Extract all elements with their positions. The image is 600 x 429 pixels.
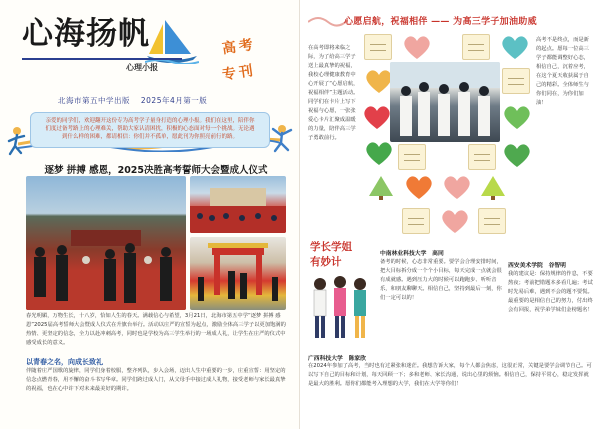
students-illustration <box>308 272 376 344</box>
wish-card-note <box>398 144 426 170</box>
senior-a-name: 中南林业科技大学 高同 <box>380 251 444 257</box>
wish-activity-intro: 在高考即将来临之际，为了给高三学子送上最真挚的祝福，我校心理健康教育中心开展了“心愿启航，祝福相伴”主题活动。同学们在卡片上写下祝福与心愿，一张张爱心卡片汇聚成温暖的力量，陪伴高三学子勇敢前行。 <box>308 45 359 141</box>
tree-card-icon <box>478 174 508 200</box>
senior-advice-title: 学长学姐有妙计 <box>310 241 352 268</box>
masthead-underline <box>22 58 182 60</box>
intro-banner: 亲爱的同学们，欢迎翻开这份专为高考学子量身打造的心理小报。我们在这里，陪伴你们度过备考路上的心理难关，帮助大家认清困扰，积极的心态面对每一个挑战。无论遇到什么样的困难，都请相信：你们并不孤单，愿此刊为你照亮前行的路。 <box>30 112 270 148</box>
heart-card-icon <box>404 174 434 200</box>
special-tag-line-1: 高考 <box>221 36 257 58</box>
heart-card-icon <box>502 104 532 130</box>
wish-card-note <box>462 34 490 60</box>
students-photo <box>390 62 500 142</box>
jumping-figure-icon <box>268 124 294 154</box>
ceremony-paragraph: 春光明媚，万物生长，十八岁，恰如人生的春天。满载信心与希望，3月21日，北海市第五中学“逐梦 拼搏 感恩”2025届高考誓师大会暨成人仪式在升旗台举行。活动以庄严的宣誓为起点，激励全体高三学子以更加饱满的热情、更坚定的信念，全力以赴冲刺高考，同时也是学校为高三学生举行的一场成人礼，让学生在庄严的仪式中感受成长的意义。 <box>26 313 286 346</box>
stage-photo <box>190 176 286 233</box>
tree-card-icon <box>366 174 396 200</box>
masthead-title: 心海扬帆 <box>22 16 150 52</box>
article-title: 逐梦 拼搏 感恩，2025决胜高考誓师大会暨成人仪式 <box>44 165 268 176</box>
masthead-subtitle: 心理小报 <box>126 63 158 72</box>
wish-card-note <box>468 144 496 170</box>
wish-activity-header: 心愿启航，祝福相伴 —— 为高三学子加油助威 <box>344 17 537 27</box>
heart-card-icon <box>362 104 392 130</box>
wish-activity-closing: 高考不是终点，而是新的起点。愿每一位高三学子都能调整好心态，相信自己，沉着应考，在这个夏天收获属于自己的精彩。全体师生与你们同在，为你们加油！ <box>536 37 589 106</box>
coming-of-age-paragraph: 伴随着庄严国歌的旋律，同学们身着校服，整齐列队，步入会场，迈出人生中重要的一步，庄重宣誓：用坚定的信念点燃青春，用不懈的奋斗书写华章。同学们跨过成人门，从父母手中接过成人礼物，接受老师与家长最真挚的祝福，也在心中许下对未来最美好的期许。 <box>26 368 286 392</box>
coming-of-age-gate-photo <box>190 237 286 310</box>
section-heading: 以青春之名，向成长致礼 <box>26 358 103 366</box>
special-tag-line-2: 专刊 <box>221 62 257 84</box>
edition-line: 北海市第五中学出版 2025年4月第一版 <box>58 96 208 105</box>
senior-b-name: 西安美术学院 谷智明 <box>508 263 566 269</box>
wish-card-note <box>364 34 392 60</box>
wish-card-note <box>402 208 430 234</box>
ceremony-main-photo <box>26 176 186 310</box>
senior-a-advice: 备考的时候，心态非常重要。要学会合理安排时间，把大目标拆分成一个个小目标，每天完成一点就会很有成就感。遇到压力大的时候可以跑跑步、听听音乐，和朋友聊聊天。相信自己，坚持到最后一刻，你们一定可以的！ <box>380 259 502 301</box>
senior-c-advice: 在2024年参加了高考，当时也有过紧张和迷茫。我想告诉大家，每个人都会焦虑，这很正常，关键是要学会调节自己。可以写下自己的目标和计划，每天回顾一下；多和老师、家长沟通，说出心里的烦恼。相信自己，保持平常心，稳定发挥就是最大的胜利。愿你们都能考入理想的大学，我们在大学等你们！ <box>308 363 592 387</box>
heart-card-icon <box>500 34 530 60</box>
heart-card-icon <box>442 174 472 200</box>
wish-card-note <box>478 208 506 234</box>
runner-figure-icon <box>6 126 28 156</box>
right-page <box>300 0 600 429</box>
heart-card-icon <box>364 140 394 166</box>
senior-c-name: 广西科技大学 陈家欣 <box>308 356 366 362</box>
header-wave-decoration <box>308 8 348 28</box>
heart-card-icon <box>402 34 432 60</box>
special-issue-tag <box>214 34 264 86</box>
sailboat-icon <box>145 16 199 64</box>
senior-b-advice: 我的建议是：保持规律的作息，不要熬夜；考前把错题本多看几遍；考试时先易后难，遇到不会的题不要慌。最重要的是相信自己的努力，付出终会有回报，祝学弟学妹们金榜题名！ <box>508 271 593 313</box>
crowd-silhouettes <box>26 230 186 310</box>
heart-card-icon <box>502 142 532 168</box>
wish-card-note <box>502 68 530 94</box>
heart-card-icon <box>440 208 470 234</box>
masthead <box>22 14 192 74</box>
